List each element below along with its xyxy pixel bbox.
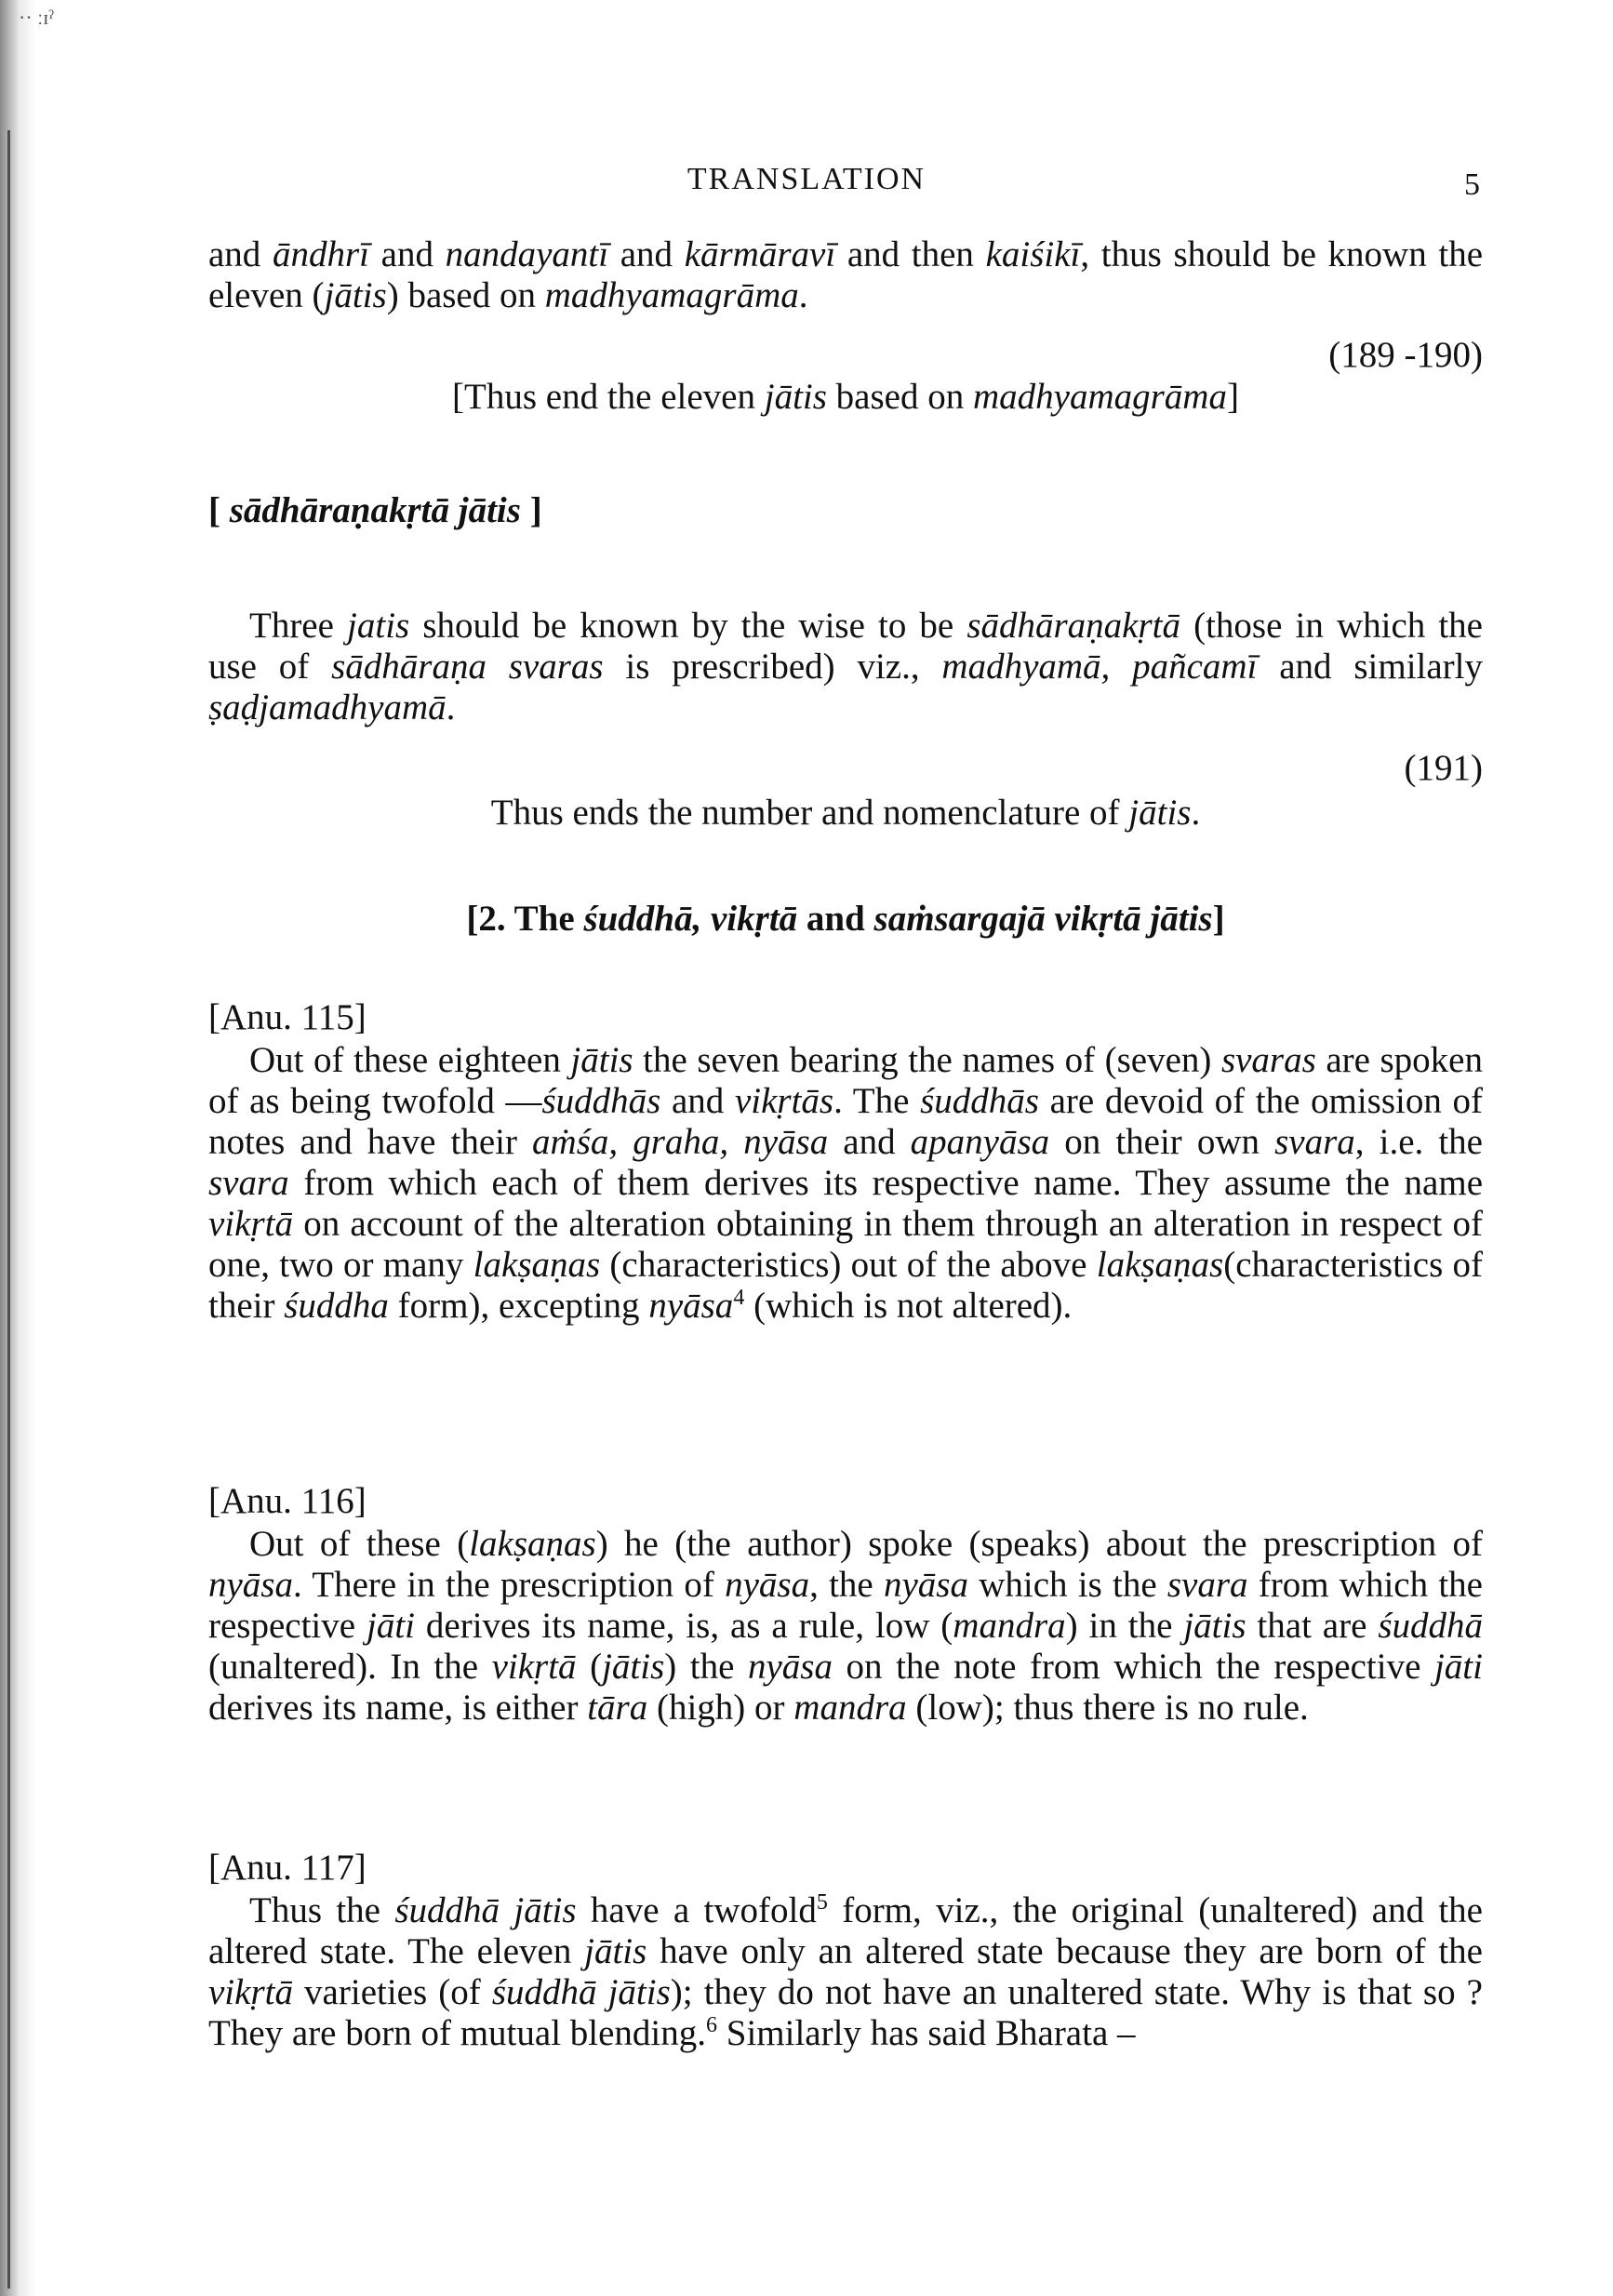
footnote-marker-6: 6: [706, 2013, 718, 2037]
anu-116-label: [Anu. 116]: [208, 1481, 367, 1521]
section-heading-sadharanakrta: [ sādhāraṇakṛtā jātis ]: [208, 490, 542, 530]
anu-117-label: [Anu. 117]: [208, 1848, 367, 1888]
footnote-marker-5: 5: [816, 1890, 828, 1915]
binding-shadow: [0, 0, 35, 2296]
section-heading-suddha-vikrta: [2. The śuddhā, vikṛtā and saṁsargajā vikṛtā jātis]: [466, 899, 1225, 939]
anu-116-paragraph: Out of these (lakṣaṇas) he (the author) spoke (speaks) about the prescription of nyāsa. There in the prescription of nyāsa, the nyāsa which is the svara from which the respective jāti derives its name, is, as a rule, low (mandra) in the jātis that are śuddhā (unaltered). In the vikṛtā (jātis) the nyāsa on the note from which the respective jāti derives its name, is either tāra (high) or mandra (low); thus there is no rule.: [208, 1524, 1484, 1728]
running-head: TRANSLATION: [687, 162, 926, 196]
footnote-marker-4: 4: [733, 1286, 745, 1310]
anu-117-paragraph: Thus the śuddhā jātis have a twofold$^5$ form, viz., the original (unaltered) and the altered state. The eleven jātis have only an altered state because they are born of the vikṛtā varieties (of śuddhā jātis); they do not have an unaltered state. Why is that so ? They are born of mutual blending.$^6$ Similarly has said Bharata –: [208, 1890, 1483, 2053]
paragraph-madhyamagrama-list: and āndhrī and nandayantī and kārmāravī and then kaiśikī, thus should be known the eleven (jātis) based on madhyamagrāma.: [208, 234, 1484, 315]
paragraph-sadharanakrta-jatis: Three jatis should be known by the wise to be sādhāraṇakṛtā (those in which the use of sādhāraṇa svaras is prescribed) viz., madhyamā, pañcamī and similarly ṣaḍjamadhyamā.: [208, 606, 1483, 728]
verse-reference-191: (191): [1404, 748, 1483, 788]
closing-note-madhyamagrama: [Thus end the eleven jātis based on madhyamagrāma]: [452, 377, 1239, 417]
binding-edge-line: [7, 130, 10, 2289]
page-number: 5: [1464, 167, 1480, 202]
anu-115-label: [Anu. 115]: [208, 997, 367, 1037]
corner-mark: ·· ːɪˀ: [19, 6, 54, 29]
anu-115-paragraph: Out of these eighteen jātis the seven bearing the names of (seven) svaras are spoken of as being twofold —śuddhās and vikṛtās. The śuddhās are devoid of the omission of notes and have their aṁśa, graha, nyāsa and apanyāsa on their own svara, i.e. the svara from which each of them derives its respective name. They assume the name vikṛtā on account of the alteration obtaining in them through an alteration in respect of one, two or many lakṣaṇas (characteristics) out of the above lakṣaṇas(characteristics of their śuddha form), excepting nyāsa$^4$ (which is not altered).: [208, 1040, 1484, 1326]
verse-reference-189-190: (189 -190): [1328, 335, 1483, 375]
closing-note-nomenclature: Thus ends the number and nomenclature of jātis.: [490, 793, 1201, 833]
